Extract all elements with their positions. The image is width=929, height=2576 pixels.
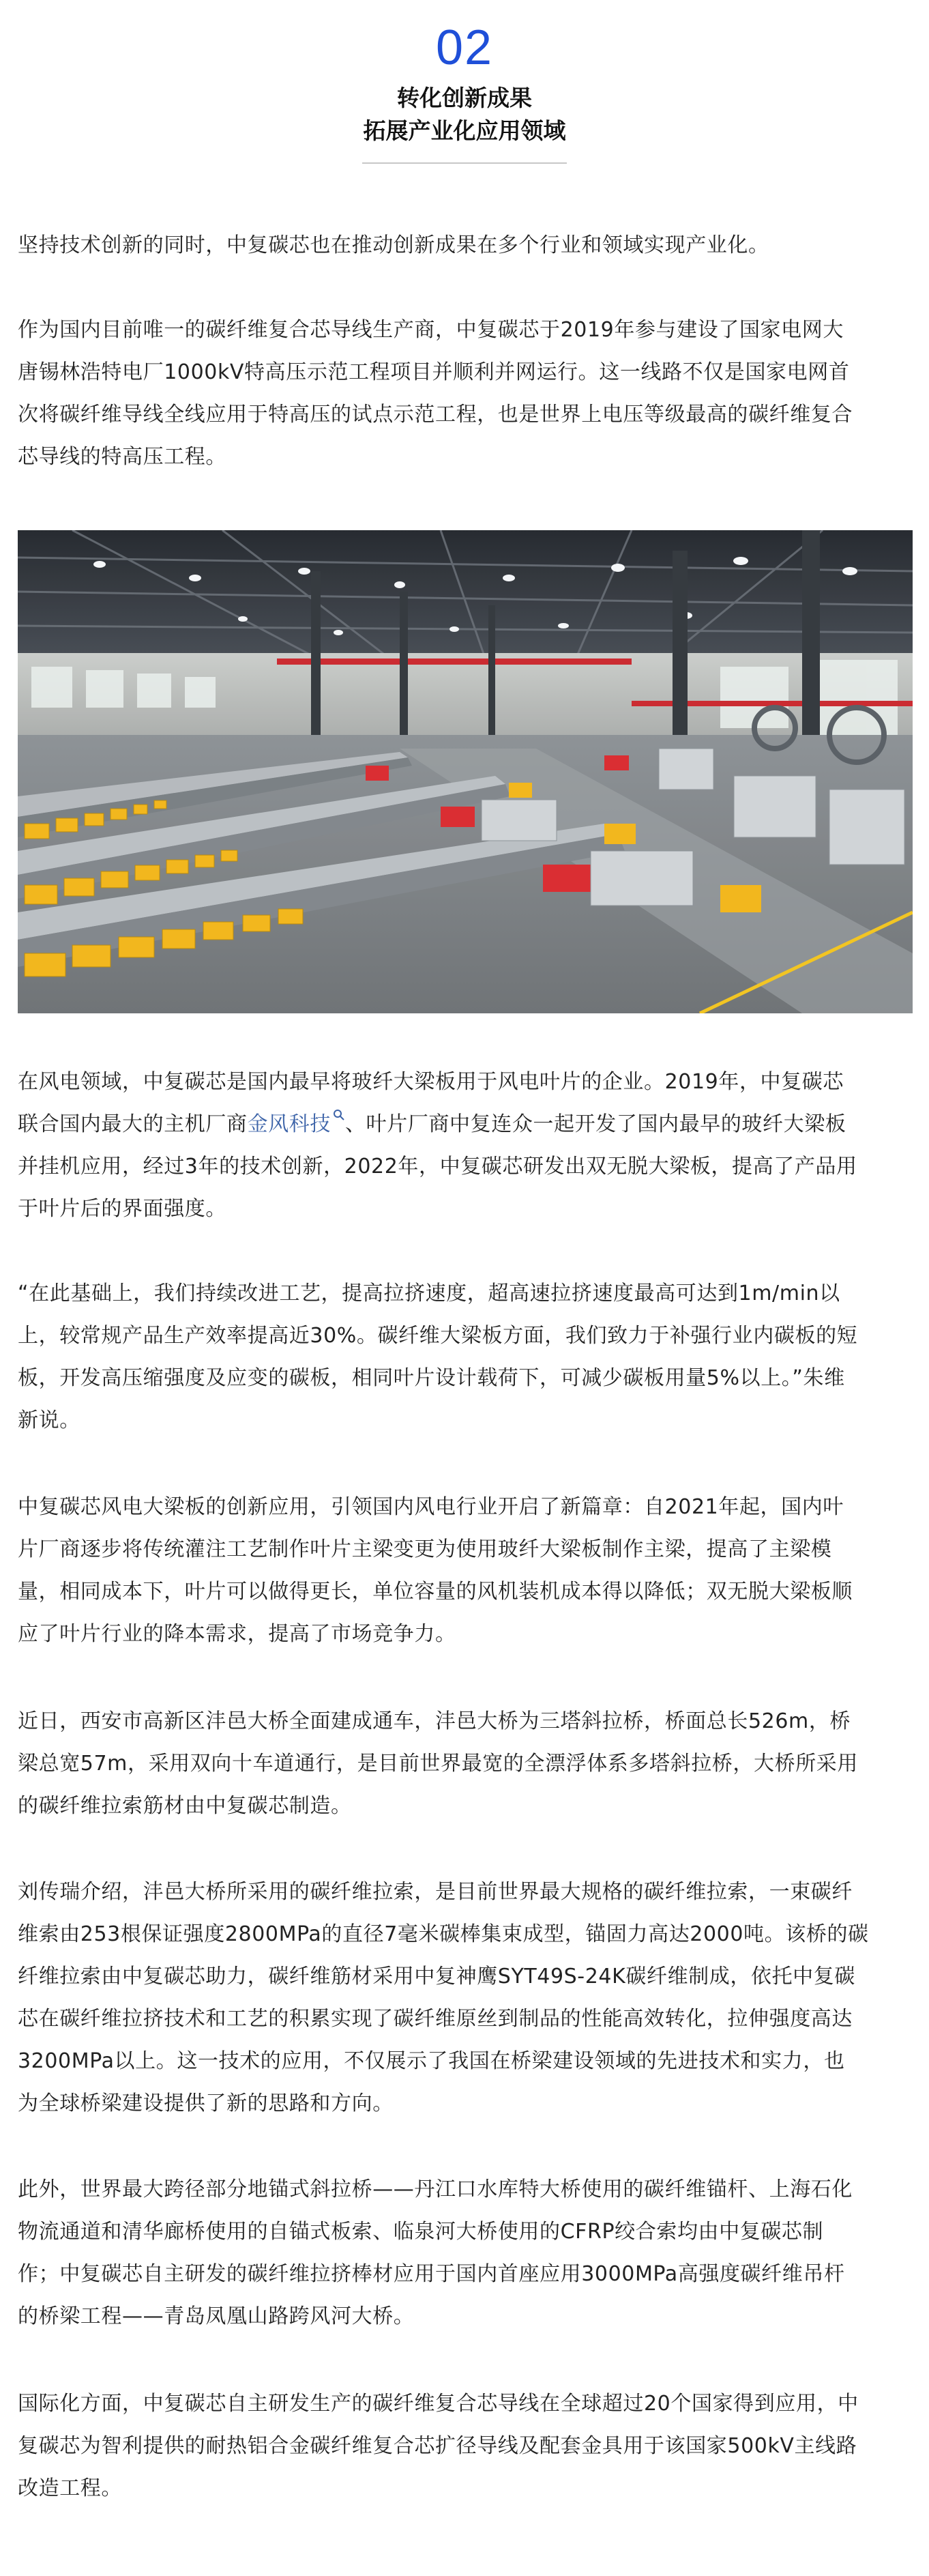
paragraph-3 [18, 1061, 913, 1230]
paragraph-line: 改造工程。 [18, 2476, 122, 2500]
paragraph-line: 唐锡林浩特电厂1000kV特高压示范工程项目并顺利并网运行。这一线路不仅是国家电网首 [18, 360, 850, 384]
section-title-line-2: 拓展产业化应用领域 [363, 117, 566, 144]
paragraph-line: 应了叶片行业的降本需求，提高了市场竞争力。 [18, 1622, 456, 1646]
paragraph-text: 、叶片厂商中复连众一起开发了国内最早的玻纤大梁板 [345, 1112, 846, 1136]
paragraph-line: 刘传瑞介绍，沣邑大桥所采用的碳纤维拉索，是目前世界最大规格的碳纤维拉索，一束碳纤 [18, 1880, 853, 1904]
paragraph-line: 的桥梁工程——青岛凤凰山路跨风河大桥。 [18, 2304, 415, 2328]
paragraph-9 [18, 2383, 913, 2510]
paragraph-line: 并挂机应用，经过3年的技术创新，2022年，中复碳芯研发出双无脱大梁板，提高了产品用 [18, 1155, 857, 1178]
paragraph-6 [18, 1701, 913, 1827]
paragraph-line: 梁总宽57m，采用双向十车道通行，是目前世界最宽的全漂浮体系多塔斜拉桥，大桥所采用 [18, 1752, 858, 1776]
section-header [0, 20, 929, 164]
paragraph-line: 纤维拉索由中复碳芯助力，碳纤维筋材采用中复神鹰SYT49S-24K碳纤维制成，依托中复碳 [18, 1965, 855, 1988]
paragraph-line: 上，较常规产品生产效率提高近30%。碳纤维大梁板方面，我们致力于补强行业内碳板的短 [18, 1324, 858, 1348]
paragraph-line: 为全球桥梁建设提供了新的思路和方向。 [18, 2092, 394, 2115]
paragraph-7 [18, 1871, 913, 2125]
paragraph-line: 3200MPa以上。这一技术的应用，不仅展示了我国在桥梁建设领域的先进技术和实力，也 [18, 2049, 845, 2073]
paragraph-line: 中复碳芯风电大梁板的创新应用，引领国内风电行业开启了新篇章：自2021年起，国内叶 [18, 1495, 844, 1519]
paragraph-line [18, 1103, 913, 1146]
paragraph-line: 在风电领域，中复碳芯是国内最早将玻纤大梁板用于风电叶片的企业。2019年，中复碳芯 [18, 1070, 844, 1094]
paragraph-line: 的碳纤维拉索筋材由中复碳芯制造。 [18, 1794, 352, 1818]
paragraph-4 [18, 1273, 913, 1442]
paragraph-line: “在此基础上，我们持续改进工艺，提高拉挤速度，超高速拉挤速度最高可达到1m/min以 [18, 1282, 840, 1305]
paragraph-line: 近日，西安市高新区沣邑大桥全面建成通车，沣邑大桥为三塔斜拉桥，桥面总长526m，桥 [18, 1709, 851, 1733]
section-divider [362, 162, 567, 164]
paragraph-line: 维索由253根保证强度2800MPa的直径7毫米碳棒集束成型，锚固力高达2000吨。该桥的碳 [18, 1922, 869, 1946]
paragraph-line: 坚持技术创新的同时，中复碳芯也在推动创新成果在多个行业和领域实现产业化。 [18, 233, 769, 257]
paragraph-line: 复碳芯为智利提供的耐热铝合金碳纤维复合芯扩径导线及配套金具用于该国家500kV主线路 [18, 2434, 857, 2458]
paragraph-5 [18, 1486, 913, 1655]
paragraph-line: 于叶片后的界面强度。 [18, 1197, 226, 1221]
paragraph-8 [18, 2169, 913, 2338]
paragraph-line: 芯在碳纤维拉挤技术和工艺的积累实现了碳纤维原丝到制品的性能高效转化，拉伸强度高达 [18, 2007, 853, 2031]
paragraph-line: 片厂商逐步将传统灌注工艺制作叶片主梁变更为使用玻纤大梁板制作主梁，提高了主梁模 [18, 1537, 832, 1561]
paragraph-line: 此外，世界最大跨径部分地锚式斜拉桥——丹江口水库特大桥使用的碳纤维锚杆、上海石化 [18, 2177, 853, 2201]
paragraph-line: 国际化方面，中复碳芯自主研发生产的碳纤维复合芯导线在全球超过20个国家得到应用，中 [18, 2392, 859, 2416]
goldwind-link[interactable]: 金风科技 [247, 1112, 331, 1136]
paragraph-line: 作为国内目前唯一的碳纤维复合芯导线生产商，中复碳芯于2019年参与建设了国家电网大 [18, 318, 844, 342]
paragraph-line: 新说。 [18, 1408, 80, 1432]
paragraph-line: 作；中复碳芯自主研发的碳纤维拉挤棒材应用于国内首座应用3000MPa高强度碳纤维吊杆 [18, 2262, 845, 2286]
paragraph-line: 板，开发高压缩强度及应变的碳板，相同叶片设计载荷下，可减少碳板用量5%以上。”朱维 [18, 1366, 845, 1390]
paragraph-2 [18, 309, 913, 478]
paragraph-1 [18, 225, 913, 267]
paragraph-text: 联合国内最大的主机厂商 [18, 1112, 248, 1136]
paragraph-line: 次将碳纤维导线全线应用于特高压的试点示范工程，也是世界上电压等级最高的碳纤维复合 [18, 403, 853, 426]
section-title-line-1: 转化创新成果 [397, 85, 532, 111]
section-number: 02 [435, 20, 494, 75]
paragraph-line: 量，相同成本下，叶片可以做得更长，单位容量的风机装机成本得以降低；双无脱大梁板顺 [18, 1580, 853, 1604]
search-icon[interactable] [333, 1109, 345, 1121]
factory-photo [18, 530, 913, 1013]
paragraph-line: 物流通道和清华廊桥使用的自锚式板索、临泉河大桥使用的CFRP绞合索均由中复碳芯制 [18, 2220, 824, 2244]
paragraph-line: 芯导线的特高压工程。 [18, 445, 226, 469]
